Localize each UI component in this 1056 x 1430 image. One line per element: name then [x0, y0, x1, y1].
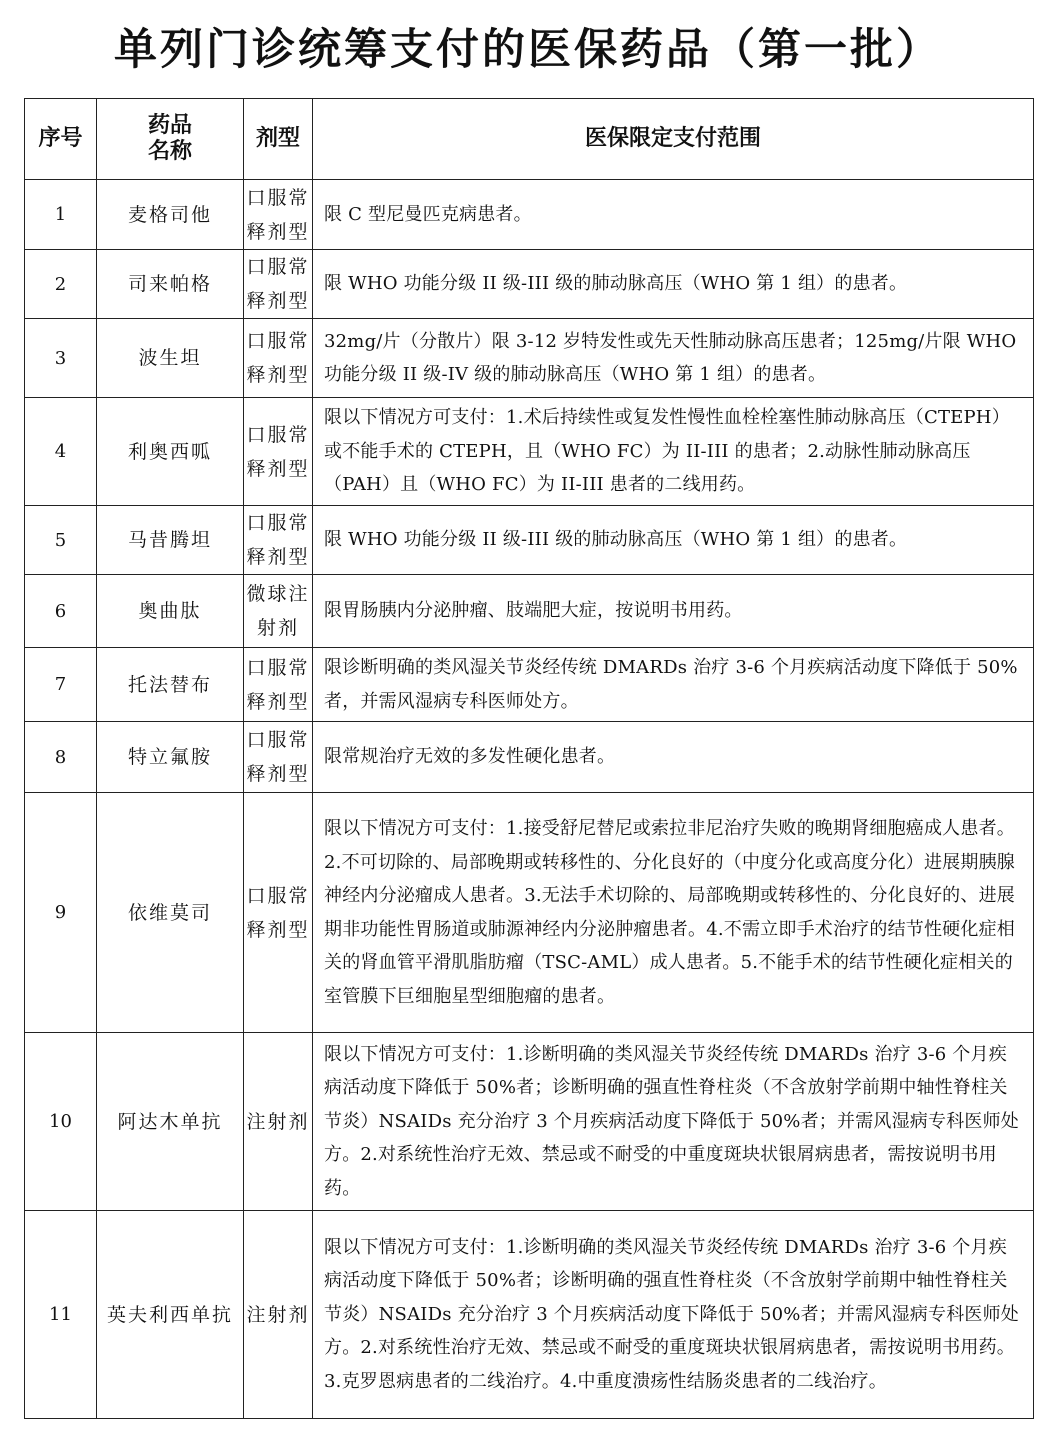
row-drug-name: 特立氟胺: [97, 722, 244, 793]
table-row: [25, 722, 1034, 793]
row-form: 口服常释剂型: [244, 319, 313, 398]
row-drug-name: 利奥西呱: [97, 398, 244, 506]
header-name: [97, 99, 244, 180]
row-drug-name: 马昔腾坦: [97, 506, 244, 575]
row-no: 3: [25, 319, 97, 398]
row-form: 口服常释剂型: [244, 250, 313, 319]
page-title: 单列门诊统筹支付的医保药品（第一批）: [114, 25, 942, 75]
table-row: [25, 1211, 1034, 1419]
table-row: [25, 648, 1034, 722]
row-scope: 限常规治疗无效的多发性硬化患者。: [313, 722, 1034, 793]
row-no: 4: [25, 398, 97, 506]
row-scope: 限以下情况方可支付：1.诊断明确的类风湿关节炎经传统 DMARDs 治疗 3-6 个月疾病活动度下降低于 50%者；诊断明确的强直性脊柱炎（不含放射学前期中轴性脊柱关节炎）NSAIDs 充分治疗 3 个月疾病活动度下降低于 50%者；并需风湿病专科医师处方。2.对系统性治疗无效、禁忌或不耐受的中重度斑块状银屑病患者，需按说明书用药。: [313, 1033, 1034, 1211]
header-form: 剂型: [244, 99, 313, 180]
row-drug-name: 波生坦: [97, 319, 244, 398]
row-no: 10: [25, 1033, 97, 1211]
row-scope: 限以下情况方可支付：1.术后持续性或复发性慢性血栓栓塞性肺动脉高压（CTEPH）或不能手术的 CTEPH，且（WHO FC）为 II-III 的患者；2.动脉性肺动脉高压（PAH）且（WHO FC）为 II-III 患者的二线用药。: [313, 398, 1034, 506]
table-row: [25, 793, 1034, 1033]
table-row: [25, 319, 1034, 398]
row-no: 5: [25, 506, 97, 575]
row-scope: 限胃肠胰内分泌肿瘤、肢端肥大症，按说明书用药。: [313, 575, 1034, 648]
row-form: 口服常释剂型: [244, 722, 313, 793]
header-scope: 医保限定支付范围: [313, 99, 1034, 180]
table-header-row: [25, 99, 1034, 180]
row-no: 2: [25, 250, 97, 319]
row-drug-name: 英夫利西单抗: [97, 1211, 244, 1419]
row-form: 口服常释剂型: [244, 398, 313, 506]
row-scope: 限诊断明确的类风湿关节炎经传统 DMARDs 治疗 3-6 个月疾病活动度下降低于 50%者，并需风湿病专科医师处方。: [313, 648, 1034, 722]
row-form: 口服常释剂型: [244, 180, 313, 250]
table-row: [25, 1033, 1034, 1211]
row-scope: 限 WHO 功能分级 II 级-III 级的肺动脉高压（WHO 第 1 组）的患者。: [313, 506, 1034, 575]
row-no: 8: [25, 722, 97, 793]
table-row: [25, 398, 1034, 506]
row-no: 7: [25, 648, 97, 722]
row-no: 1: [25, 180, 97, 250]
row-no: 6: [25, 575, 97, 648]
row-scope: 限以下情况方可支付：1.接受舒尼替尼或索拉非尼治疗失败的晚期肾细胞癌成人患者。2.不可切除的、局部晚期或转移性的、分化良好的（中度分化或高度分化）进展期胰腺神经内分泌瘤成人患者。3.无法手术切除的、局部晚期或转移性的、分化良好的、进展期非功能性胃肠道或肺源神经内分泌肿瘤患者。4.不需立即手术治疗的结节性硬化症相关的肾血管平滑肌脂肪瘤（TSC-AML）成人患者。5.不能手术的结节性硬化症相关的室管膜下巨细胞星型细胞瘤的患者。: [313, 793, 1034, 1033]
row-drug-name: 托法替布: [97, 648, 244, 722]
table-row: [25, 506, 1034, 575]
row-scope: 限 WHO 功能分级 II 级-III 级的肺动脉高压（WHO 第 1 组）的患者。: [313, 250, 1034, 319]
row-drug-name: 司来帕格: [97, 250, 244, 319]
row-scope: 限以下情况方可支付：1.诊断明确的类风湿关节炎经传统 DMARDs 治疗 3-6 个月疾病活动度下降低于 50%者；诊断明确的强直性脊柱炎（不含放射学前期中轴性脊柱关节炎）NSAIDs 充分治疗 3 个月疾病活动度下降低于 50%者；并需风湿病专科医师处方。2.对系统性治疗无效、禁忌或不耐受的重度斑块状银屑病患者，需按说明书用药。3.克罗恩病患者的二线治疗。4.中重度溃疡性结肠炎患者的二线治疗。: [313, 1211, 1034, 1419]
row-form: 注射剂: [244, 1033, 313, 1211]
row-drug-name: 麦格司他: [97, 180, 244, 250]
row-no: 11: [25, 1211, 97, 1419]
table-row: [25, 250, 1034, 319]
row-drug-name: 阿达木单抗: [97, 1033, 244, 1211]
row-no: 9: [25, 793, 97, 1033]
row-form: 口服常释剂型: [244, 793, 313, 1033]
row-form: 注射剂: [244, 1211, 313, 1419]
row-scope: 限 C 型尼曼匹克病患者。: [313, 180, 1034, 250]
header-no: 序号: [25, 99, 97, 180]
table-row: [25, 575, 1034, 648]
row-form: 微球注射剂: [244, 575, 313, 648]
header-name-text: 药品名称: [147, 113, 192, 164]
row-drug-name: 奥曲肽: [97, 575, 244, 648]
row-drug-name: 依维莫司: [97, 793, 244, 1033]
row-form: 口服常释剂型: [244, 648, 313, 722]
row-form: 口服常释剂型: [244, 506, 313, 575]
row-scope: 32mg/片（分散片）限 3-12 岁特发性或先天性肺动脉高压患者；125mg/片限 WHO 功能分级 II 级-IV 级的肺动脉高压（WHO 第 1 组）的患者。: [313, 319, 1034, 398]
drug-table: [24, 98, 1034, 1419]
table-row: [25, 180, 1034, 250]
